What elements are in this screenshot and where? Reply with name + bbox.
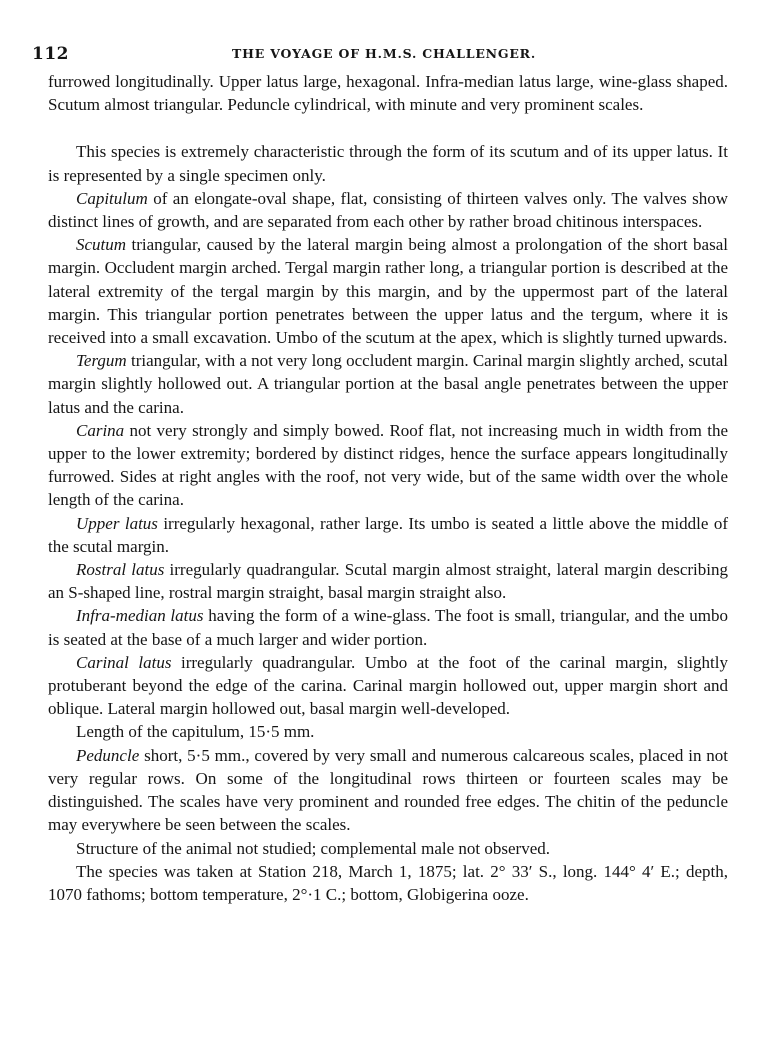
paragraph-text: irregularly quadrangular. Scutal margin almost straight, lateral margin describing an S-shaped line, rostral margin straight, basal margin straight also. — [48, 560, 729, 603]
paragraph-term: Peduncle — [76, 745, 140, 765]
paragraph-scutum — [48, 233, 728, 349]
paragraph-term: Infra-median latus — [76, 606, 204, 626]
paragraph-carina — [48, 419, 728, 512]
paragraph-text: irregularly hexagonal, rather large. Its umbo is seated a little above the middle of the scutal margin. — [48, 513, 729, 556]
paragraph-text: Length of the capitulum, 15·5 mm. — [76, 722, 315, 742]
paragraph-capitulum-length — [48, 720, 728, 743]
paragraph-text: The species was taken at Station 218, March 1, 1875; lat. 2° 33′ S., long. 144° 4′ E.; depth, 1070 fathoms; bottom temperature, 2°·1 C.; bottom, Globigerina ooze. — [48, 861, 728, 904]
paragraph-upper-latus — [48, 512, 728, 558]
paragraph-diagnosis-continued — [48, 70, 728, 116]
paragraph-peduncle — [48, 744, 728, 837]
paragraph-station-record — [48, 860, 728, 906]
section-gap — [48, 116, 728, 140]
paragraph-term: Tergum — [76, 351, 127, 371]
body-text — [48, 70, 728, 906]
paragraph-tergum — [48, 349, 728, 419]
paragraph-term: Capitulum — [76, 188, 148, 208]
paragraph-term: Scutum — [76, 235, 127, 255]
paragraph-text: triangular, with a not very long occludent margin. Carinal margin slightly arched, scutal margin slightly hollowed out. A triangular portion at the basal angle penetrates between the upper latus and the carina. — [48, 351, 728, 417]
paragraph-structure-note — [48, 837, 728, 860]
running-head: THE VOYAGE OF H.M.S. CHALLENGER. — [232, 46, 537, 61]
paragraph-rostral-latus — [48, 558, 728, 604]
paragraph-term: Upper latus — [76, 513, 158, 533]
paragraph-term: Carina — [76, 420, 125, 440]
paragraph-capitulum — [48, 187, 728, 233]
paragraph-text: having the form of a wine-glass. The foot is small, triangular, and the umbo is seated at the base of a much larger and wider portion. — [48, 606, 728, 649]
paragraph-carinal-latus — [48, 651, 728, 721]
paragraph-text: Structure of the animal not studied; complemental male not observed. — [76, 838, 550, 858]
document-page — [32, 40, 729, 906]
paragraph-text: short, 5·5 mm., covered by very small and numerous calcareous scales, placed in not very regular rows. On some of the longitudinal rows thirteen or fourteen scales may be distinguished. The scales have very prominent and rounded free edges. The chitin of the peduncle may everywhere be seen between the scales. — [48, 745, 728, 835]
paragraph-text: of an elongate-oval shape, flat, consisting of thirteen valves only. The valves show distinct lines of growth, and are separated from each other by rather broad chitinous interspaces. — [48, 188, 728, 232]
paragraph-text: irregularly quadrangular. Umbo at the foot of the carinal margin, slightly protuberant beyond the edge of the carina. Carinal margin hollowed out, upper margin short and oblique. Lateral margin hollowed out, basal margin well-developed. — [48, 652, 729, 719]
paragraph-text: This species is extremely characteristic through the form of its scutum and of its upper latus. It is represented by a single specimen only. — [48, 142, 728, 185]
paragraph-intro — [48, 140, 728, 186]
paragraph-term: Rostral latus — [76, 560, 165, 580]
paragraph-term: Carinal latus — [76, 652, 172, 672]
paragraph-infra-median-latus — [48, 604, 728, 650]
paragraph-text: furrowed longitudinally. Upper latus large, hexagonal. Infra-median latus large, wine-glass shaped. Scutum almost triangular. Peduncle cylindrical, with minute and very prominent scales. — [48, 72, 728, 115]
paragraph-text: triangular, caused by the lateral margin being almost a prolongation of the short basal margin. Occludent margin arched. Tergal margin rather long, a triangular portion is described at the lateral extremity of the tergal margin by this margin, and by the uppermost part of the lateral margin. This triangular portion penetrates between the upper latus and the tergum, where it is received into a small excavation. Umbo of the scutum at the apex, which is slightly turned upwards. — [48, 235, 728, 348]
page-header — [32, 40, 728, 70]
page-number: 112 — [32, 44, 69, 64]
paragraph-text: not very strongly and simply bowed. Roof flat, not increasing much in width from the upper to the lower extremity; bordered by distinct ridges, hence the surface appears longitudinally furrowed. Sides at right angles with the roof, not very wide, but of the same width over the whole length of the carina. — [48, 420, 728, 510]
